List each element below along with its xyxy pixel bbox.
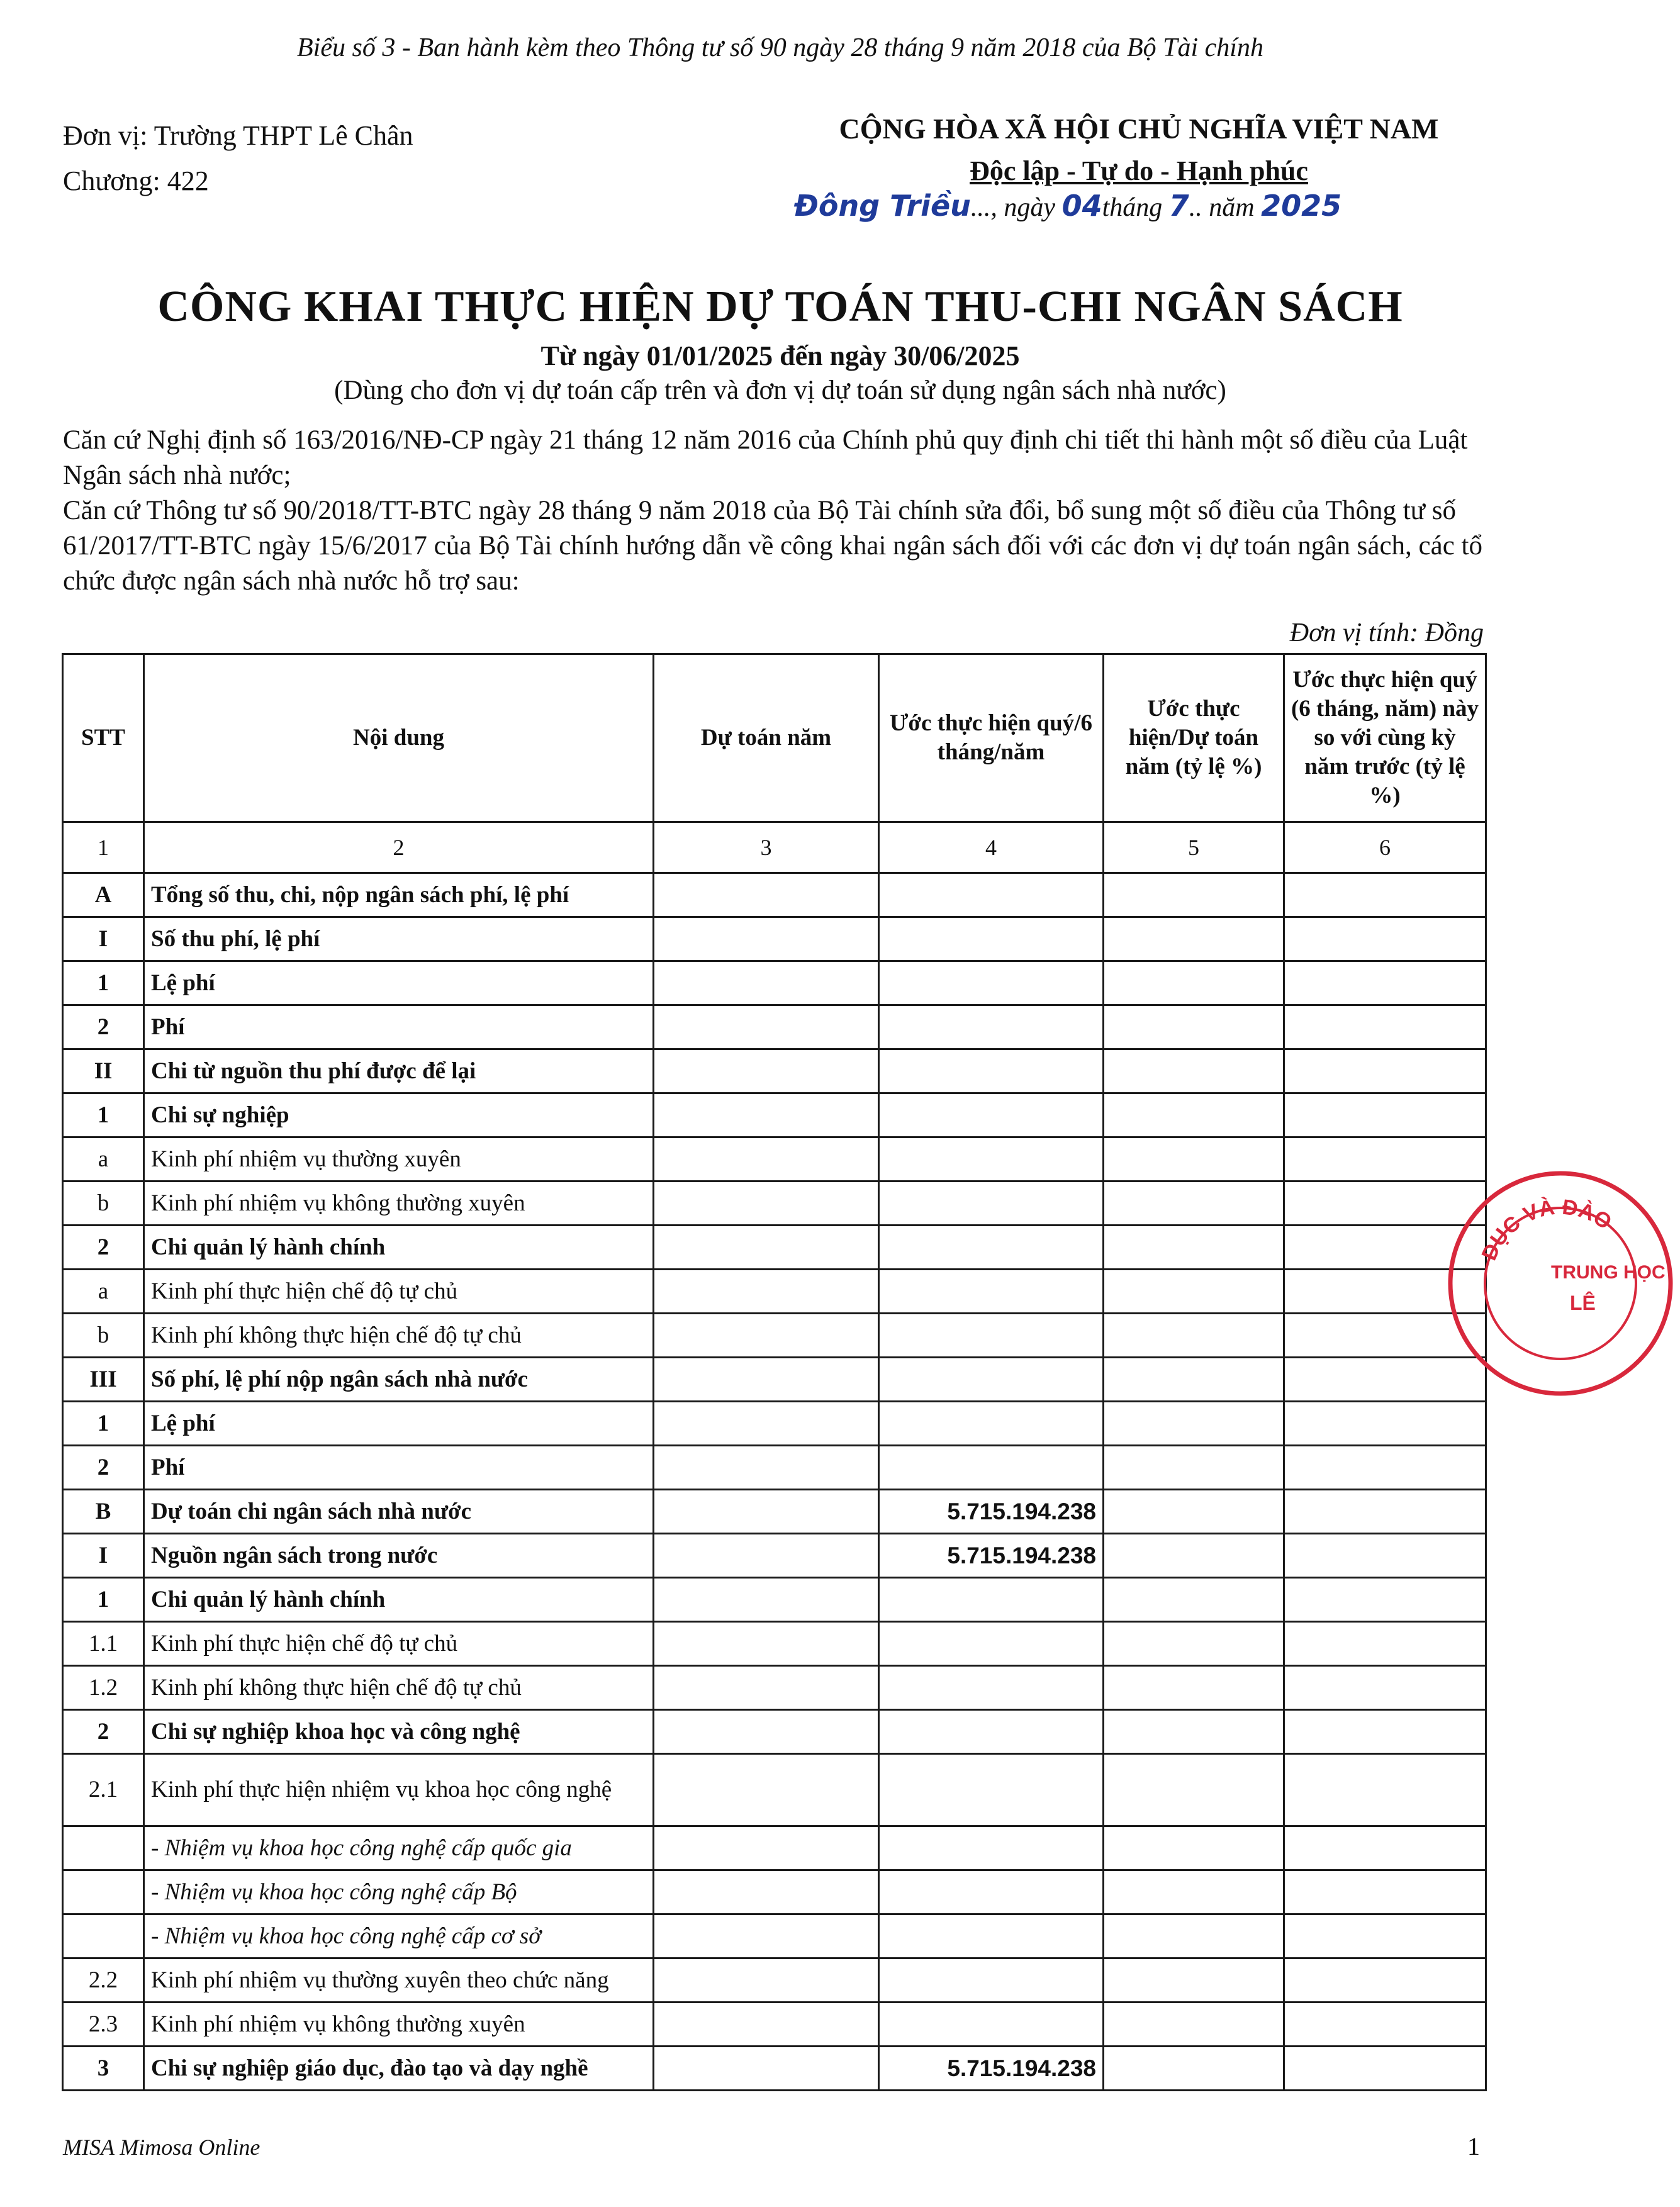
row-yoy [1284, 1093, 1486, 1137]
row-yoy [1284, 1402, 1486, 1446]
column-number: 3 [654, 822, 879, 873]
row-estimate [654, 1226, 879, 1270]
row-stt: 2 [63, 1226, 144, 1270]
row-ratio [1104, 1578, 1284, 1622]
usage-note: (Dùng cho đơn vị dự toán cấp trên và đơn vị dự toán sử dụng ngân sách nhà nước) [334, 376, 1226, 405]
form-header-note: Biểu số 3 - Ban hành kèm theo Thông tư số 90 ngày 28 tháng 9 năm 2018 của Bộ Tài chính [297, 33, 1263, 62]
row-actual [879, 1358, 1104, 1402]
row-ratio [1104, 873, 1284, 917]
dateline-day: 04 [1061, 189, 1102, 223]
column-header-actual: Ước thực hiện quý/6 tháng/năm [879, 654, 1104, 822]
row-actual [879, 1958, 1104, 2003]
row-content: Tổng số thu, chi, nộp ngân sách phí, lệ phí [144, 873, 654, 917]
row-content: Phí [144, 1446, 654, 1490]
row-stt: 1.2 [63, 1666, 144, 1710]
row-estimate [654, 1710, 879, 1754]
row-ratio [1104, 1182, 1284, 1226]
row-stt: b [63, 1182, 144, 1226]
row-estimate [654, 1049, 879, 1093]
row-estimate [654, 873, 879, 917]
row-content: Kinh phí thực hiện nhiệm vụ khoa học công nghệ [144, 1754, 654, 1826]
row-content: Chi từ nguồn thu phí được để lại [144, 1049, 654, 1093]
row-yoy [1284, 2047, 1486, 2091]
row-estimate [654, 1578, 879, 1622]
row-actual [879, 1005, 1104, 1049]
seal-fragment-text: LÊ [1570, 1292, 1596, 1314]
row-stt: 2 [63, 1710, 144, 1754]
row-stt [63, 1870, 144, 1914]
column-number: 4 [879, 822, 1104, 873]
table-row [63, 1666, 1486, 1710]
table-row [63, 1622, 1486, 1666]
row-content: Kinh phí nhiệm vụ thường xuyên theo chức năng [144, 1958, 654, 2003]
row-yoy [1284, 917, 1486, 961]
table-row [63, 1710, 1486, 1754]
row-stt: II [63, 1049, 144, 1093]
row-ratio [1104, 2003, 1284, 2047]
row-ratio [1104, 1226, 1284, 1270]
dateline-place: Đông Triều [794, 189, 971, 223]
row-yoy [1284, 1490, 1486, 1534]
row-actual [879, 1270, 1104, 1314]
table-row [63, 1754, 1486, 1826]
row-stt: a [63, 1137, 144, 1182]
column-number: 6 [1284, 822, 1486, 873]
row-estimate [654, 1270, 879, 1314]
row-stt [63, 1914, 144, 1958]
row-actual [879, 1226, 1104, 1270]
row-stt: 3 [63, 2047, 144, 2091]
row-stt: 1 [63, 1578, 144, 1622]
row-ratio [1104, 917, 1284, 961]
row-stt: A [63, 873, 144, 917]
column-header-ratio: Ước thực hiện/Dự toán năm (tỷ lệ %) [1104, 654, 1284, 822]
row-yoy [1284, 2003, 1486, 2047]
dateline-sep-2: tháng [1102, 193, 1169, 222]
row-stt: I [63, 1534, 144, 1578]
row-stt: 1.1 [63, 1622, 144, 1666]
row-estimate [654, 1666, 879, 1710]
row-ratio [1104, 1826, 1284, 1870]
table-header-row [63, 654, 1486, 822]
row-actual: 5.715.194.238 [879, 2047, 1104, 2091]
row-estimate [654, 1534, 879, 1578]
table-row [63, 2003, 1486, 2047]
budget-table [62, 653, 1487, 2091]
row-content: Dự toán chi ngân sách nhà nước [144, 1490, 654, 1534]
column-header-content: Nội dung [144, 654, 654, 822]
row-content: Chi quản lý hành chính [144, 1226, 654, 1270]
column-header-estimate: Dự toán năm [654, 654, 879, 822]
dateline-year: 2025 [1261, 189, 1342, 223]
footer-software: MISA Mimosa Online [63, 2135, 260, 2160]
row-stt: a [63, 1270, 144, 1314]
row-yoy [1284, 1710, 1486, 1754]
table-row [63, 2047, 1486, 2091]
row-actual [879, 1314, 1104, 1358]
row-estimate [654, 1826, 879, 1870]
table-row [63, 1534, 1486, 1578]
row-ratio [1104, 1666, 1284, 1710]
row-content: Số thu phí, lệ phí [144, 917, 654, 961]
red-seal-stamp [1441, 1164, 1680, 1403]
row-estimate [654, 1754, 879, 1826]
row-ratio [1104, 2047, 1284, 2091]
row-yoy [1284, 1958, 1486, 2003]
row-content: - Nhiệm vụ khoa học công nghệ cấp quốc gia [144, 1826, 654, 1870]
row-yoy [1284, 1826, 1486, 1870]
row-ratio [1104, 1870, 1284, 1914]
unit-block [63, 113, 413, 204]
row-actual [879, 1710, 1104, 1754]
row-yoy [1284, 1754, 1486, 1826]
row-actual: 5.715.194.238 [879, 1534, 1104, 1578]
row-content: Kinh phí nhiệm vụ không thường xuyên [144, 2003, 654, 2047]
row-estimate [654, 1958, 879, 2003]
row-ratio [1104, 1534, 1284, 1578]
row-estimate [654, 1622, 879, 1666]
row-actual [879, 1402, 1104, 1446]
table-row [63, 1049, 1486, 1093]
row-ratio [1104, 1710, 1284, 1754]
row-estimate [654, 961, 879, 1005]
table-row [63, 1826, 1486, 1870]
row-yoy [1284, 1534, 1486, 1578]
row-content: Lệ phí [144, 961, 654, 1005]
row-yoy [1284, 1914, 1486, 1958]
row-content: Kinh phí không thực hiện chế độ tự chủ [144, 1314, 654, 1358]
row-content: Kinh phí không thực hiện chế độ tự chủ [144, 1666, 654, 1710]
row-actual [879, 1137, 1104, 1182]
row-actual [879, 1446, 1104, 1490]
row-actual [879, 1182, 1104, 1226]
row-ratio [1104, 1754, 1284, 1826]
unit-name: Đơn vị: Trường THPT Lê Chân [63, 120, 413, 151]
dateline [794, 189, 1341, 223]
row-estimate [654, 1182, 879, 1226]
table-row [63, 1578, 1486, 1622]
row-estimate [654, 1093, 879, 1137]
nation-name: CỘNG HÒA XÃ HỘI CHỦ NGHĨA VIỆT NAM [839, 113, 1439, 145]
column-number: 5 [1104, 822, 1284, 873]
row-content: Chi quản lý hành chính [144, 1578, 654, 1622]
row-stt: B [63, 1490, 144, 1534]
table-row [63, 1137, 1486, 1182]
row-content: Kinh phí thực hiện chế độ tự chủ [144, 1270, 654, 1314]
row-ratio [1104, 1490, 1284, 1534]
table-row [63, 1270, 1486, 1314]
row-actual [879, 1754, 1104, 1826]
row-ratio [1104, 1622, 1284, 1666]
row-yoy [1284, 1049, 1486, 1093]
table-row [63, 1226, 1486, 1270]
row-ratio [1104, 1137, 1284, 1182]
row-estimate [654, 1005, 879, 1049]
row-content: Kinh phí nhiệm vụ thường xuyên [144, 1137, 654, 1182]
document-title: CÔNG KHAI THỰC HIỆN DỰ TOÁN THU-CHI NGÂN SÁCH [157, 282, 1403, 331]
column-header-stt: STT [63, 654, 144, 822]
row-estimate [654, 1914, 879, 1958]
row-stt: 1 [63, 1093, 144, 1137]
table-row [63, 1358, 1486, 1402]
row-ratio [1104, 1958, 1284, 2003]
row-content: Chi sự nghiệp [144, 1093, 654, 1137]
row-actual [879, 917, 1104, 961]
row-ratio [1104, 1314, 1284, 1358]
row-ratio [1104, 1270, 1284, 1314]
currency-unit: Đơn vị tính: Đồng [1289, 618, 1484, 647]
nation-motto: Độc lập - Tự do - Hạnh phúc [970, 155, 1308, 186]
row-stt: III [63, 1358, 144, 1402]
dateline-month: 7 [1168, 189, 1189, 223]
row-ratio [1104, 1358, 1284, 1402]
row-estimate [654, 1490, 879, 1534]
column-header-yoy: Ước thực hiện quý (6 tháng, năm) này so với cùng kỳ năm trước (tỷ lệ %) [1284, 654, 1486, 822]
row-estimate [654, 1358, 879, 1402]
table-row [63, 917, 1486, 961]
row-actual [879, 1622, 1104, 1666]
row-ratio [1104, 1093, 1284, 1137]
row-yoy [1284, 1622, 1486, 1666]
row-stt: 2.1 [63, 1754, 144, 1826]
row-ratio [1104, 1005, 1284, 1049]
page-number: 1 [1467, 2132, 1480, 2160]
row-estimate [654, 1137, 879, 1182]
row-stt: 2 [63, 1005, 144, 1049]
row-actual [879, 1049, 1104, 1093]
table-row [63, 961, 1486, 1005]
row-estimate [654, 1314, 879, 1358]
legal-basis [63, 423, 1485, 599]
row-stt: I [63, 917, 144, 961]
row-content: - Nhiệm vụ khoa học công nghệ cấp Bộ [144, 1870, 654, 1914]
row-actual [879, 1578, 1104, 1622]
row-ratio [1104, 1914, 1284, 1958]
column-number: 1 [63, 822, 144, 873]
table-row [63, 1446, 1486, 1490]
row-yoy [1284, 1005, 1486, 1049]
row-stt: 2 [63, 1446, 144, 1490]
dateline-sep-3: .. năm [1189, 193, 1262, 222]
row-actual [879, 873, 1104, 917]
row-actual [879, 1914, 1104, 1958]
row-actual: 5.715.194.238 [879, 1490, 1104, 1534]
row-stt: b [63, 1314, 144, 1358]
row-estimate [654, 917, 879, 961]
row-estimate [654, 1402, 879, 1446]
row-stt: 2.3 [63, 2003, 144, 2047]
row-ratio [1104, 1446, 1284, 1490]
document-period: Từ ngày 01/01/2025 đến ngày 30/06/2025 [540, 340, 1020, 371]
row-yoy [1284, 961, 1486, 1005]
row-content: - Nhiệm vụ khoa học công nghệ cấp cơ sở [144, 1914, 654, 1958]
row-yoy [1284, 1578, 1486, 1622]
table-row [63, 1490, 1486, 1534]
row-actual [879, 1666, 1104, 1710]
table-row [63, 1958, 1486, 2003]
row-estimate [654, 2047, 879, 2091]
row-yoy [1284, 873, 1486, 917]
table-row [63, 1005, 1486, 1049]
row-content: Kinh phí thực hiện chế độ tự chủ [144, 1622, 654, 1666]
table-row [63, 1914, 1486, 1958]
row-yoy [1284, 1446, 1486, 1490]
row-estimate [654, 2003, 879, 2047]
row-stt: 1 [63, 961, 144, 1005]
row-stt: 1 [63, 1402, 144, 1446]
table-row [63, 1314, 1486, 1358]
row-actual [879, 1093, 1104, 1137]
unit-chapter: Chương: 422 [63, 165, 209, 196]
column-number-row [63, 822, 1486, 873]
seal-inner-text: TRUNG HỌC [1551, 1262, 1666, 1283]
seal-outer-text: DỤC VÀ ĐÀO [1477, 1195, 1616, 1265]
row-content: Chi sự nghiệp khoa học và công nghệ [144, 1710, 654, 1754]
row-content: Phí [144, 1005, 654, 1049]
row-ratio [1104, 1402, 1284, 1446]
row-estimate [654, 1870, 879, 1914]
row-ratio [1104, 1049, 1284, 1093]
legal-basis-paragraph: Căn cứ Nghị định số 163/2016/NĐ-CP ngày 21 tháng 12 năm 2016 của Chính phủ quy định chi tiết thi hành một số điều của Luật Ngân sách nhà nước; [63, 425, 1468, 490]
row-ratio [1104, 961, 1284, 1005]
row-content: Lệ phí [144, 1402, 654, 1446]
legal-basis-paragraph: Căn cứ Thông tư số 90/2018/TT-BTC ngày 28 tháng 9 năm 2018 của Bộ Tài chính sửa đổi, bổ sung một số điều của Thông tư số 61/2017/TT-BTC ngày 15/6/2017 của Bộ Tài chính hướng dẫn về công khai ngân sách đối với các đơn vị dự toán ngân sách, các tổ chức được ngân sách nhà nước hỗ trợ sau: [63, 496, 1482, 596]
row-estimate [654, 1446, 879, 1490]
row-content: Chi sự nghiệp giáo dục, đào tạo và dạy nghề [144, 2047, 654, 2091]
table-row [63, 1402, 1486, 1446]
row-stt: 2.2 [63, 1958, 144, 2003]
row-actual [879, 1826, 1104, 1870]
row-content: Số phí, lệ phí nộp ngân sách nhà nước [144, 1358, 654, 1402]
table-row [63, 1870, 1486, 1914]
table-row [63, 873, 1486, 917]
dateline-sep-1: ..., ngày [970, 193, 1062, 222]
row-yoy [1284, 1870, 1486, 1914]
row-actual [879, 2003, 1104, 2047]
row-stt [63, 1826, 144, 1870]
table-row [63, 1182, 1486, 1226]
table-row [63, 1093, 1486, 1137]
row-content: Nguồn ngân sách trong nước [144, 1534, 654, 1578]
row-content: Kinh phí nhiệm vụ không thường xuyên [144, 1182, 654, 1226]
row-actual [879, 1870, 1104, 1914]
row-actual [879, 961, 1104, 1005]
row-yoy [1284, 1666, 1486, 1710]
column-number: 2 [144, 822, 654, 873]
